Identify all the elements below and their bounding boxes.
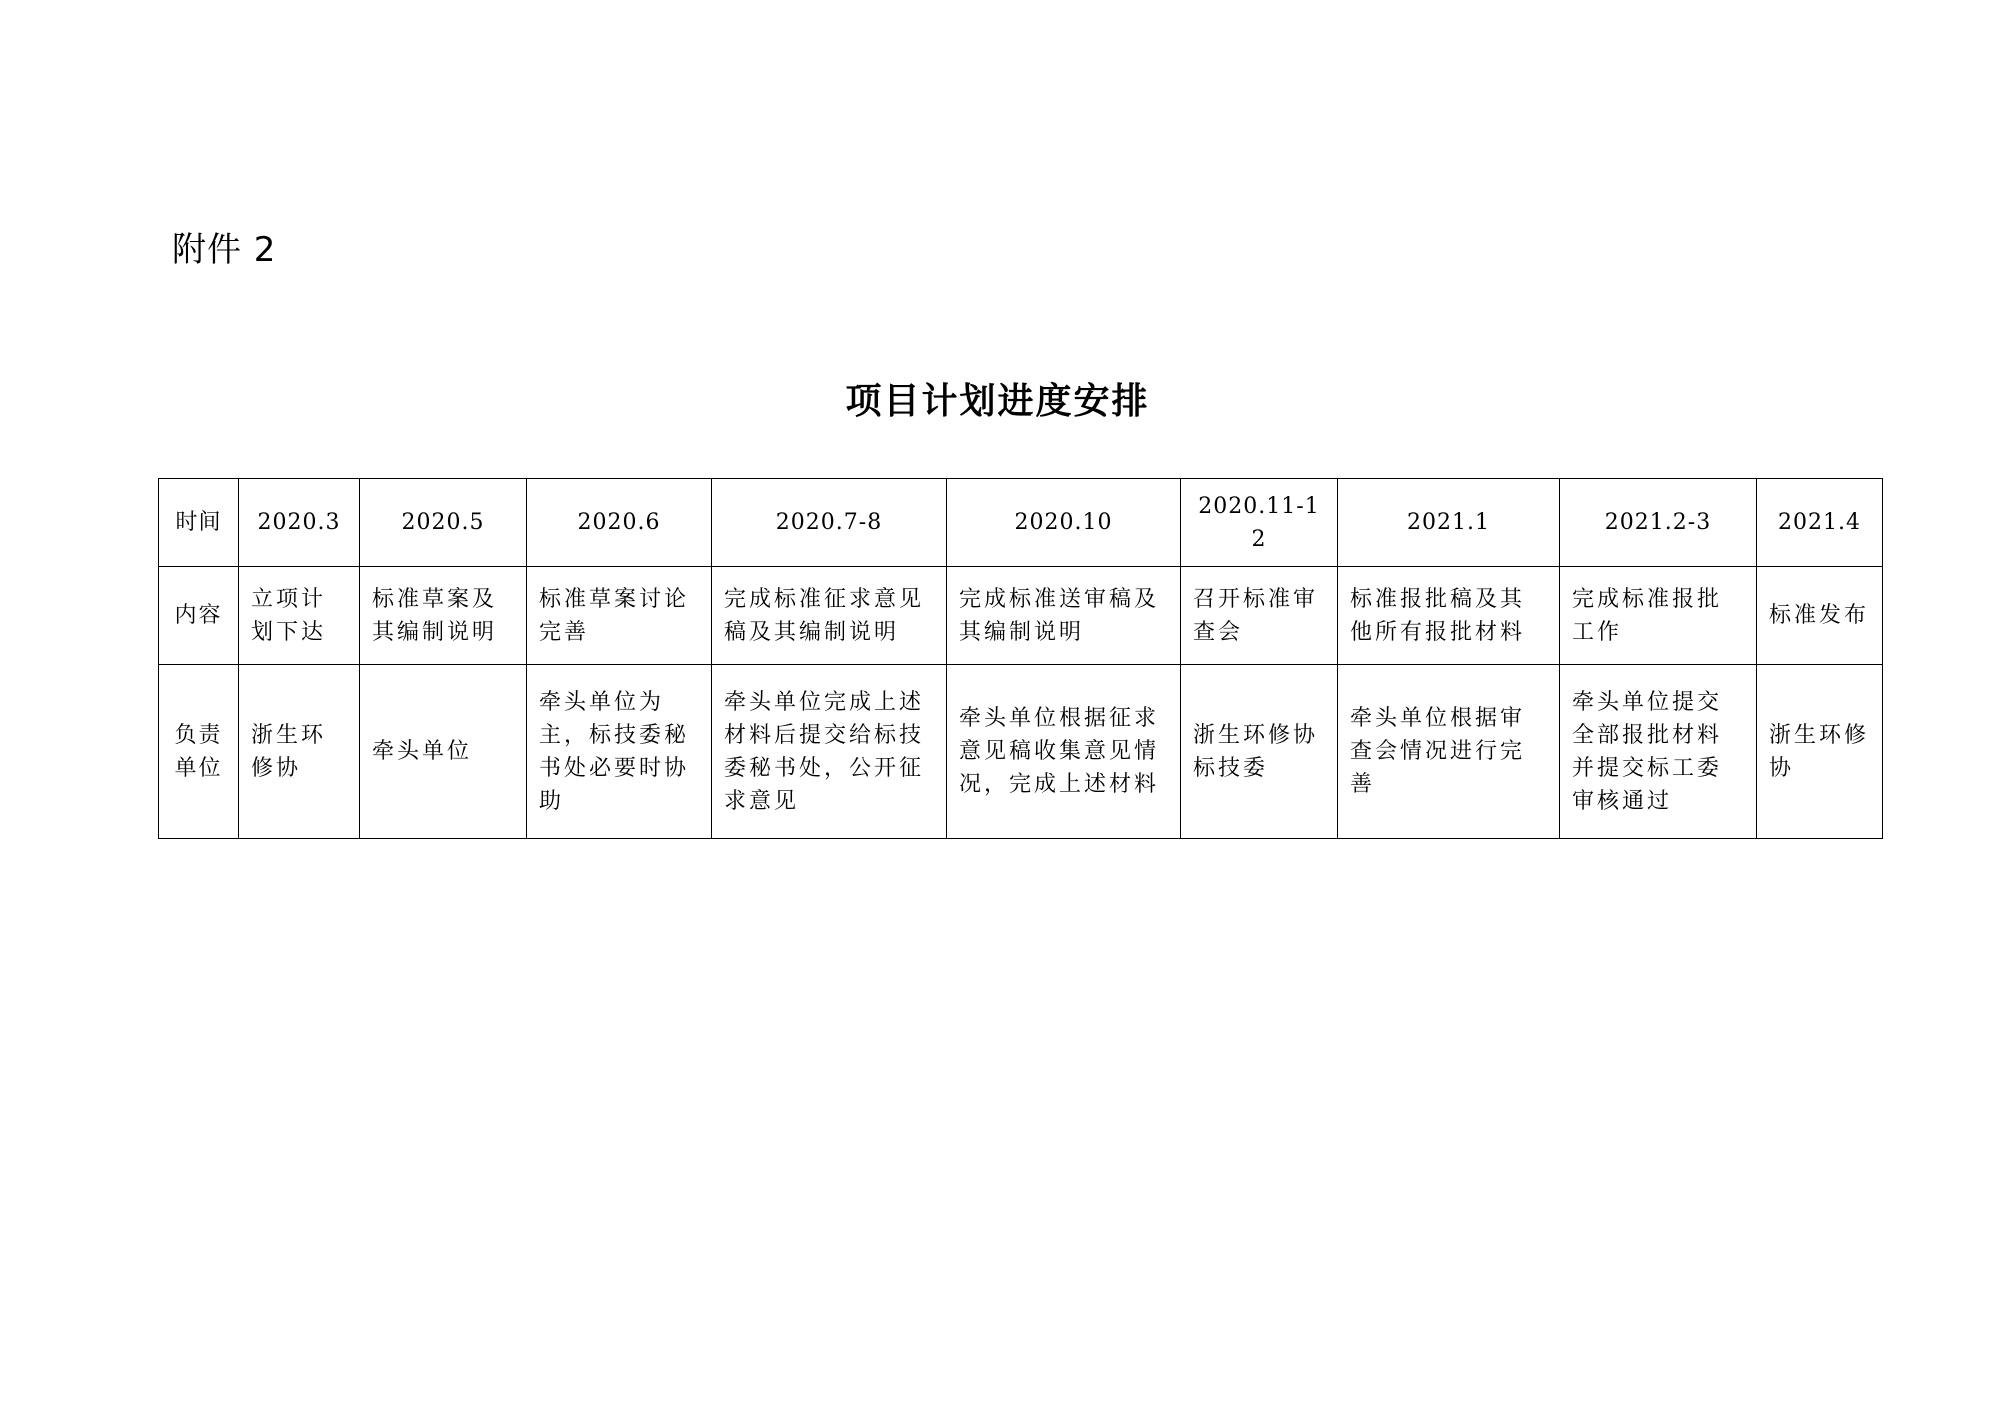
time-cell: 2021.4 [1757,479,1883,567]
owner-cell: 牵头单位提交全部报批材料并提交标工委审核通过 [1560,665,1757,839]
owner-cell: 牵头单位为主，标技委秘书处必要时协助 [527,665,712,839]
content-row [159,567,1883,665]
content-cell: 标准草案及其编制说明 [360,567,527,665]
owner-cell: 牵头单位根据征求意见稿收集意见情况，完成上述材料 [947,665,1181,839]
content-cell: 完成标准送审稿及其编制说明 [947,567,1181,665]
time-row [159,479,1883,567]
owner-cell: 浙生环修协 [1757,665,1883,839]
page-title: 项目计划进度安排 [845,381,1150,422]
time-cell: 2021.2-3 [1560,479,1757,567]
content-cell: 标准发布 [1757,567,1883,665]
owner-cell: 牵头单位 [360,665,527,839]
time-cell: 2020.11-12 [1181,479,1338,567]
row-header-content [159,567,239,665]
time-cell: 2021.1 [1338,479,1560,567]
content-cell: 完成标准征求意见稿及其编制说明 [712,567,947,665]
schedule-table [158,478,1883,839]
content-cell: 立项计划下达 [239,567,360,665]
content-cell: 标准草案讨论完善 [527,567,712,665]
time-cell: 2020.3 [239,479,360,567]
content-cell: 召开标准审查会 [1181,567,1338,665]
row-header-owner-line-2: 单位 [174,755,223,781]
row-header-time-label: 时间 [175,510,222,535]
time-cell: 2020.5 [360,479,527,567]
row-header-time [159,479,239,567]
row-header-owner-line-1: 负责 [174,722,223,748]
content-cell: 完成标准报批工作 [1560,567,1757,665]
owner-cell: 牵头单位完成上述材料后提交给标技委秘书处，公开征求意见 [712,665,947,839]
owner-cell: 浙生环修协 [239,665,360,839]
owner-row [159,665,1883,839]
time-cell: 2020.6 [527,479,712,567]
attachment-label: 附件 2 [172,230,277,270]
row-header-owner [159,665,239,839]
owner-cell: 牵头单位根据审查会情况进行完善 [1338,665,1560,839]
content-cell: 标准报批稿及其他所有报批材料 [1338,567,1560,665]
time-cell: 2020.7-8 [712,479,947,567]
time-cell: 2020.10 [947,479,1181,567]
row-header-content-label: 内容 [174,603,223,628]
owner-cell: 浙生环修协标技委 [1181,665,1338,839]
